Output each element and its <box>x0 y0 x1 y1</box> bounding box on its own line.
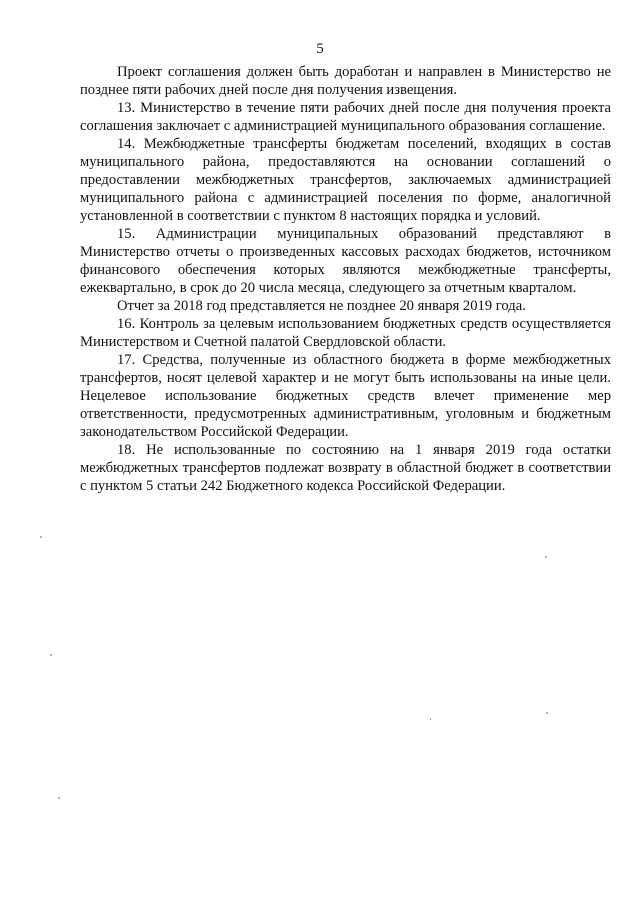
page-number: 5 <box>316 41 324 57</box>
scan-speck <box>50 654 52 656</box>
paragraph-18: 18. Не использованные по состоянию на 1 января 2019 года остатки межбюджетных трансфертов подлежат возврату в областной бюджет в соответствии с пунктом 5 статьи 242 Бюджетного кодекса Российской Федерации. <box>80 442 611 494</box>
document-body <box>80 63 611 495</box>
scan-speck <box>430 718 431 720</box>
paragraph-13: 13. Министерство в течение пяти рабочих дней после дня получения проекта соглашения заключает с администрацией муниципального образования соглашение. <box>80 100 611 134</box>
paragraph-15: 15. Администрации муниципальных образований представляют в Министерство отчеты о произведенных кассовых расходах бюджетов, источником финансового обеспечения которых являются межбюджетные трансферты, ежеквартально, в срок до 20 числа месяца, следующего за отчетным кварталом. <box>80 226 611 296</box>
scan-speck <box>40 536 42 538</box>
scan-speck <box>545 556 547 558</box>
paragraph-16: 16. Контроль за целевым использованием бюджетных средств осуществляется Министерством и Счетной палатой Свердловской области. <box>80 316 611 350</box>
scan-speck <box>546 712 548 714</box>
paragraph-report-2018: Отчет за 2018 год представляется не позднее 20 января 2019 года. <box>117 298 526 314</box>
paragraph-17: 17. Средства, полученные из областного бюджета в форме межбюджетных трансфертов, носят целевой характер и не могут быть использованы на иные цели. Нецелевое использование бюджетных средств влечет применение мер ответственности, предусмотренных административным, уголовным и бюджетным законодательством Российской Федерации. <box>80 352 611 440</box>
paragraph-agreement-draft: Проект соглашения должен быть доработан и направлен в Министерство не позднее пяти рабочих дней после дня получения извещения. <box>80 64 611 98</box>
scan-speck <box>58 797 60 799</box>
paragraph-14: 14. Межбюджетные трансферты бюджетам поселений, входящих в состав муниципального района, предоставляются на основании соглашений о предоставлении межбюджетных трансфертов, заключаемых администрацией муниципального района с администрацией поселения по форме, аналогичной установленной в соответствии с пунктом 8 настоящих порядка и условий. <box>80 136 611 224</box>
